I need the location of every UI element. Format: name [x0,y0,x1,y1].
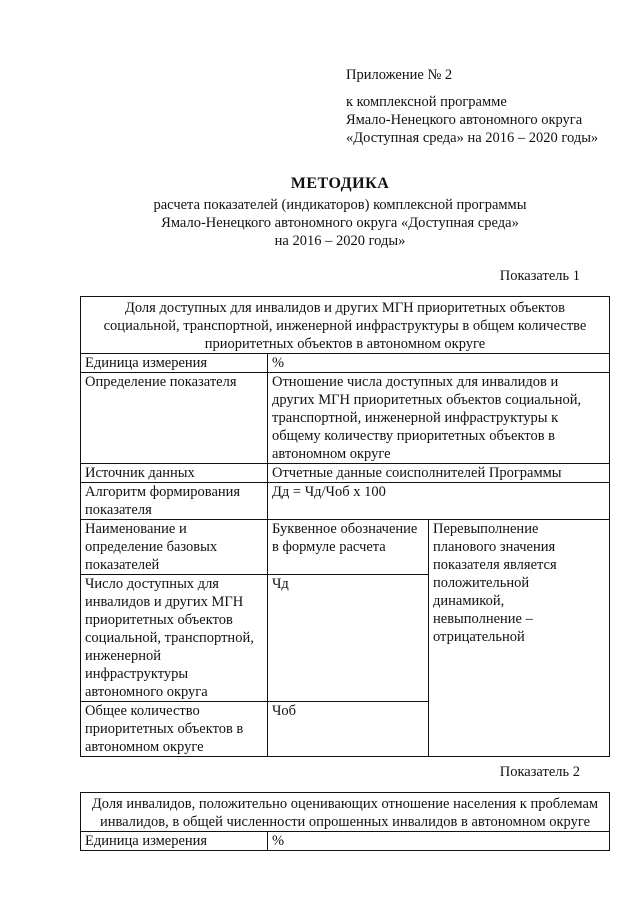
base-indicators-label: Наименование и определение базовых показателей [81,520,268,575]
unit-value: % [268,832,610,851]
unit-label: Единица измерения [81,832,268,851]
indicator-2-table [80,792,610,851]
indicator-1-header: Доля доступных для инвалидов и других МГН приоритетных объектов социальной, транспортной, инженерной инфраструктуры в общем количестве приоритетных объектов в автономном округе [81,297,610,354]
subtitle-line: расчета показателей (индикаторов) комплексной программы [153,197,527,213]
appendix-block [346,66,598,147]
unit-label: Единица измерения [81,354,268,373]
appendix-number: Приложение № 2 [346,67,453,83]
definition-label: Определение показателя [81,373,268,464]
algorithm-formula: Дд = Чд/Чоб х 100 [268,483,610,520]
variable-1-name: Число доступных для инвалидов и других МГН приоритетных объектов социальной, транспортной, инженерной инфраструктуры автономного округа [81,575,268,702]
variable-2-symbol: Чоб [268,702,429,757]
algorithm-label: Алгоритм формирования показателя [81,483,268,520]
definition-value: Отношение числа доступных для инвалидов и других МГН приоритетных объектов социальной, транспортной, инженерной инфраструктуры к общему количеству приоритетных объектов в автономном округе [268,373,610,464]
subtitle-line: на 2016 – 2020 годы» [274,233,406,249]
indicator-2-label: Показатель 2 [499,764,580,780]
appendix-line: к комплексной программе [346,94,507,110]
subtitle-line: Ямало-Ненецкого автономного округа «Доступная среда» [161,215,519,231]
dynamics-note: Перевыполнение планового значения показателя является положительной динамикой, невыполнение – отрицательной [429,520,610,757]
variable-1-symbol: Чд [268,575,429,702]
document-subtitle [0,196,640,250]
unit-value: % [268,354,610,373]
source-label: Источник данных [81,464,268,483]
appendix-line: «Доступная среда» на 2016 – 2020 годы» [346,130,599,146]
appendix-line: Ямало-Ненецкого автономного округа [346,112,583,128]
symbol-column-label: Буквенное обозначение в формуле расчета [268,520,429,575]
indicator-2-header: Доля инвалидов, положительно оценивающих отношение населения к проблемам инвалидов, в общей численности опрошенных инвалидов в автономном округе [81,793,610,832]
document-title: МЕТОДИКА [290,175,390,192]
indicator-1-table [80,296,610,757]
variable-2-name: Общее количество приоритетных объектов в автономном округе [81,702,268,757]
source-value: Отчетные данные соисполнителей Программы [268,464,610,483]
indicator-1-label: Показатель 1 [499,268,580,284]
